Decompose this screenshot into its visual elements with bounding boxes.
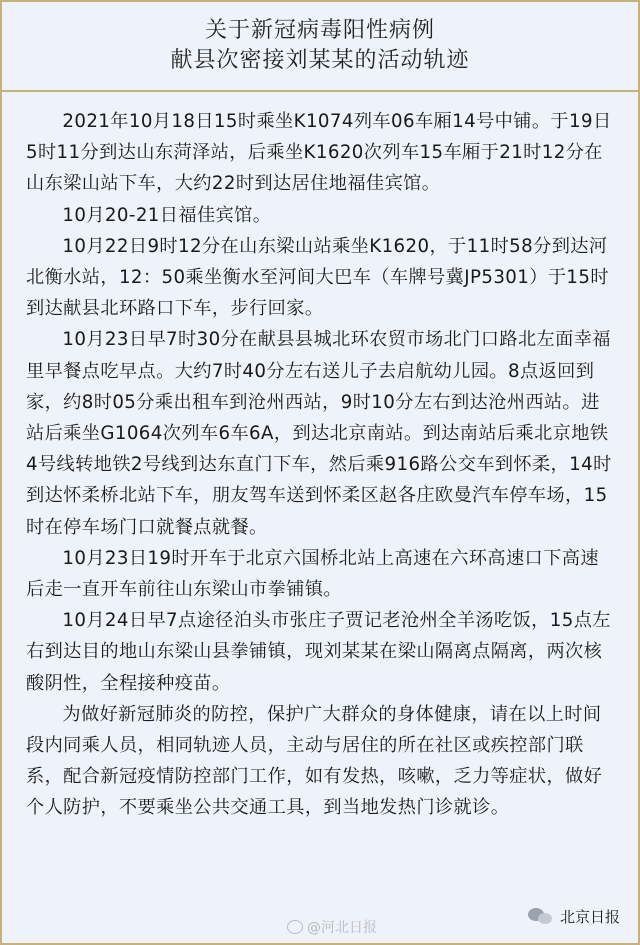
paragraph-5: 10月23日19时开车于北京六国桥北站上高速在六环高速口下高速后走一直开车前往山东梁山市拳铺镇。 bbox=[26, 547, 599, 601]
brand-name: 北京日报 bbox=[559, 907, 620, 926]
wechat-icon bbox=[528, 905, 554, 927]
paragraph-3: 10月22日9时12分在山东梁山站乘坐K1620，于11时58分到达河北衡水站，12：50乘坐衡水至河间大巴车（车牌号冀JP5301）于15时到达献县北环路口下车，步行回家。 bbox=[26, 235, 609, 320]
watermark-text: @河北日报 bbox=[307, 920, 377, 936]
paragraph-4: 10月23日早7时30分在献县县城北环农贸市场北门口路北左面幸福里早餐点吃早点。大约7时40分左右送儿子去启航幼儿园。8点返回到家，约8时05分乘出租车到沧州西站，9时10分左右到达沧州西站。进站后乘坐G1064次列车6车6A，到达北京南站。到达南站后乘北京地铁4号线转地铁2号线到达东直门下车，然后乘916路公交车到怀柔，14时到达怀柔桥北站下车，朋友驾车送到怀柔区赵各庄欧曼汽车停车场，15时在停车场门口就餐点就餐。 bbox=[26, 329, 612, 538]
document-header bbox=[2, 2, 638, 86]
header-divider bbox=[2, 90, 638, 92]
document-body bbox=[26, 106, 616, 824]
watermark bbox=[287, 917, 377, 937]
paragraph-6: 10月24日早7点途径泊头市张庄子贾记老沧州全羊汤吃饭，15点左右到达目的地山东梁山县拳铺镇，现刘某某在梁山隔离点隔离，两次核酸阴性，全程接种疫苗。 bbox=[26, 610, 611, 694]
brand-logo bbox=[528, 905, 620, 927]
paragraph-1: 2021年10月18日15时乘坐K1074列车06车厢14号中铺。于19日5时11分到达山东菏泽站，后乘坐K1620次列车15车厢于21时12分在山东梁山站下车，大约22时到达居住地福佳宾馆。 bbox=[26, 111, 612, 195]
paragraph-7: 为做好新冠肺炎的防控，保护广大群众的身体健康，请在以上时间段内同乘人员，相同轨迹人员，主动与居住的所在社区或疾控部门联系，配合新冠疫情防控部门工作，如有发热，咳嗽，乏力等症状，做好个人防护，不要乘坐公共交通工具，到当地发热门诊就诊。 bbox=[26, 703, 603, 819]
weibo-icon bbox=[287, 920, 303, 934]
title-line-2: 献县次密接刘某某的活动轨迹 bbox=[170, 48, 470, 73]
paragraph-2: 10月20-21日福佳宾馆。 bbox=[62, 204, 272, 226]
title-line-1: 关于新冠病毒阳性病例 bbox=[204, 18, 435, 43]
